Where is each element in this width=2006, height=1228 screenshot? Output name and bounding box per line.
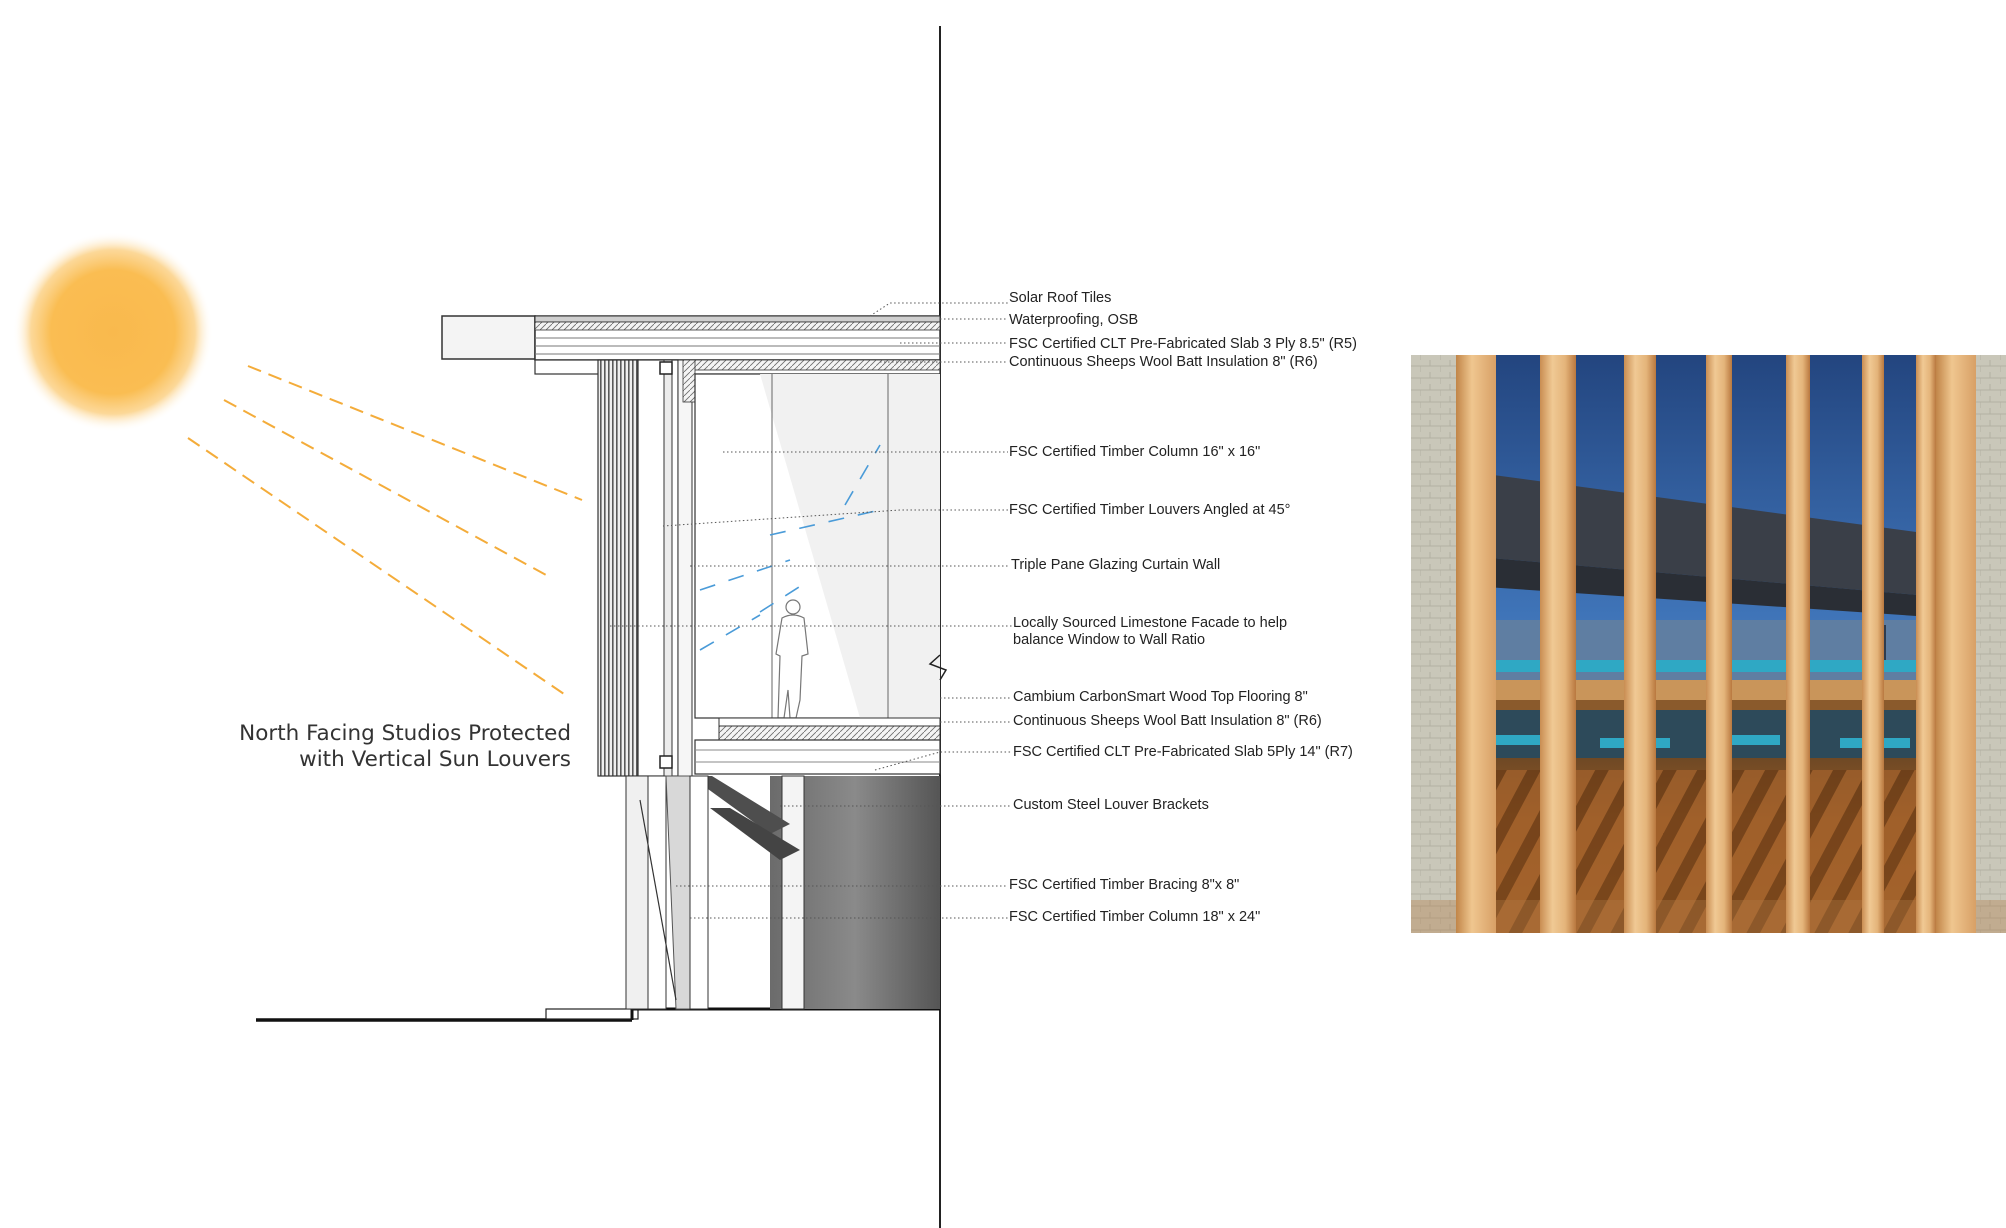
sun-icon xyxy=(13,232,213,432)
louver-facade xyxy=(598,360,695,776)
support-structure xyxy=(626,776,940,1009)
ground-line xyxy=(256,1009,940,1020)
label-timber-bracing: FSC Certified Timber Bracing 8"x 8" xyxy=(1009,877,1240,893)
label-timber-louvers: FSC Certified Timber Louvers Angled at 45° xyxy=(1009,502,1291,518)
label-steel-brackets: Custom Steel Louver Brackets xyxy=(1013,797,1209,813)
label-flooring: Cambium CarbonSmart Wood Top Flooring 8" xyxy=(1013,689,1308,705)
label-limestone-line-1: Locally Sourced Limestone Facade to help xyxy=(1013,615,1288,631)
label-glazing: Triple Pane Glazing Curtain Wall xyxy=(1011,557,1221,573)
label-solar-roof-tiles: Solar Roof Tiles xyxy=(1009,290,1112,306)
label-roof-insulation: Continuous Sheeps Wool Batt Insulation 8" (R6) xyxy=(1009,354,1318,370)
label-limestone-line-2: balance Window to Wall Ratio xyxy=(1013,632,1206,648)
caption-line-1: North Facing Studios Protected xyxy=(239,721,571,746)
label-clt-floor-slab: FSC Certified CLT Pre-Fabricated Slab 5Ply 14" (R7) xyxy=(1013,744,1353,760)
callout-labels xyxy=(1009,290,1357,925)
label-waterproofing: Waterproofing, OSB xyxy=(1009,312,1139,328)
diagram-caption xyxy=(239,721,571,772)
caption-line-2: with Vertical Sun Louvers xyxy=(299,747,571,772)
studio-interior xyxy=(695,374,946,774)
label-timber-column-18: FSC Certified Timber Column 18" x 24" xyxy=(1009,909,1261,925)
louver-rendering-image xyxy=(1411,355,2006,933)
sun-rays xyxy=(188,366,582,694)
label-floor-insulation: Continuous Sheeps Wool Batt Insulation 8" (R6) xyxy=(1013,713,1322,729)
label-timber-column-16: FSC Certified Timber Column 16" x 16" xyxy=(1009,444,1261,460)
label-clt-roof-slab: FSC Certified CLT Pre-Fabricated Slab 3 Ply 8.5" (R5) xyxy=(1009,336,1357,352)
